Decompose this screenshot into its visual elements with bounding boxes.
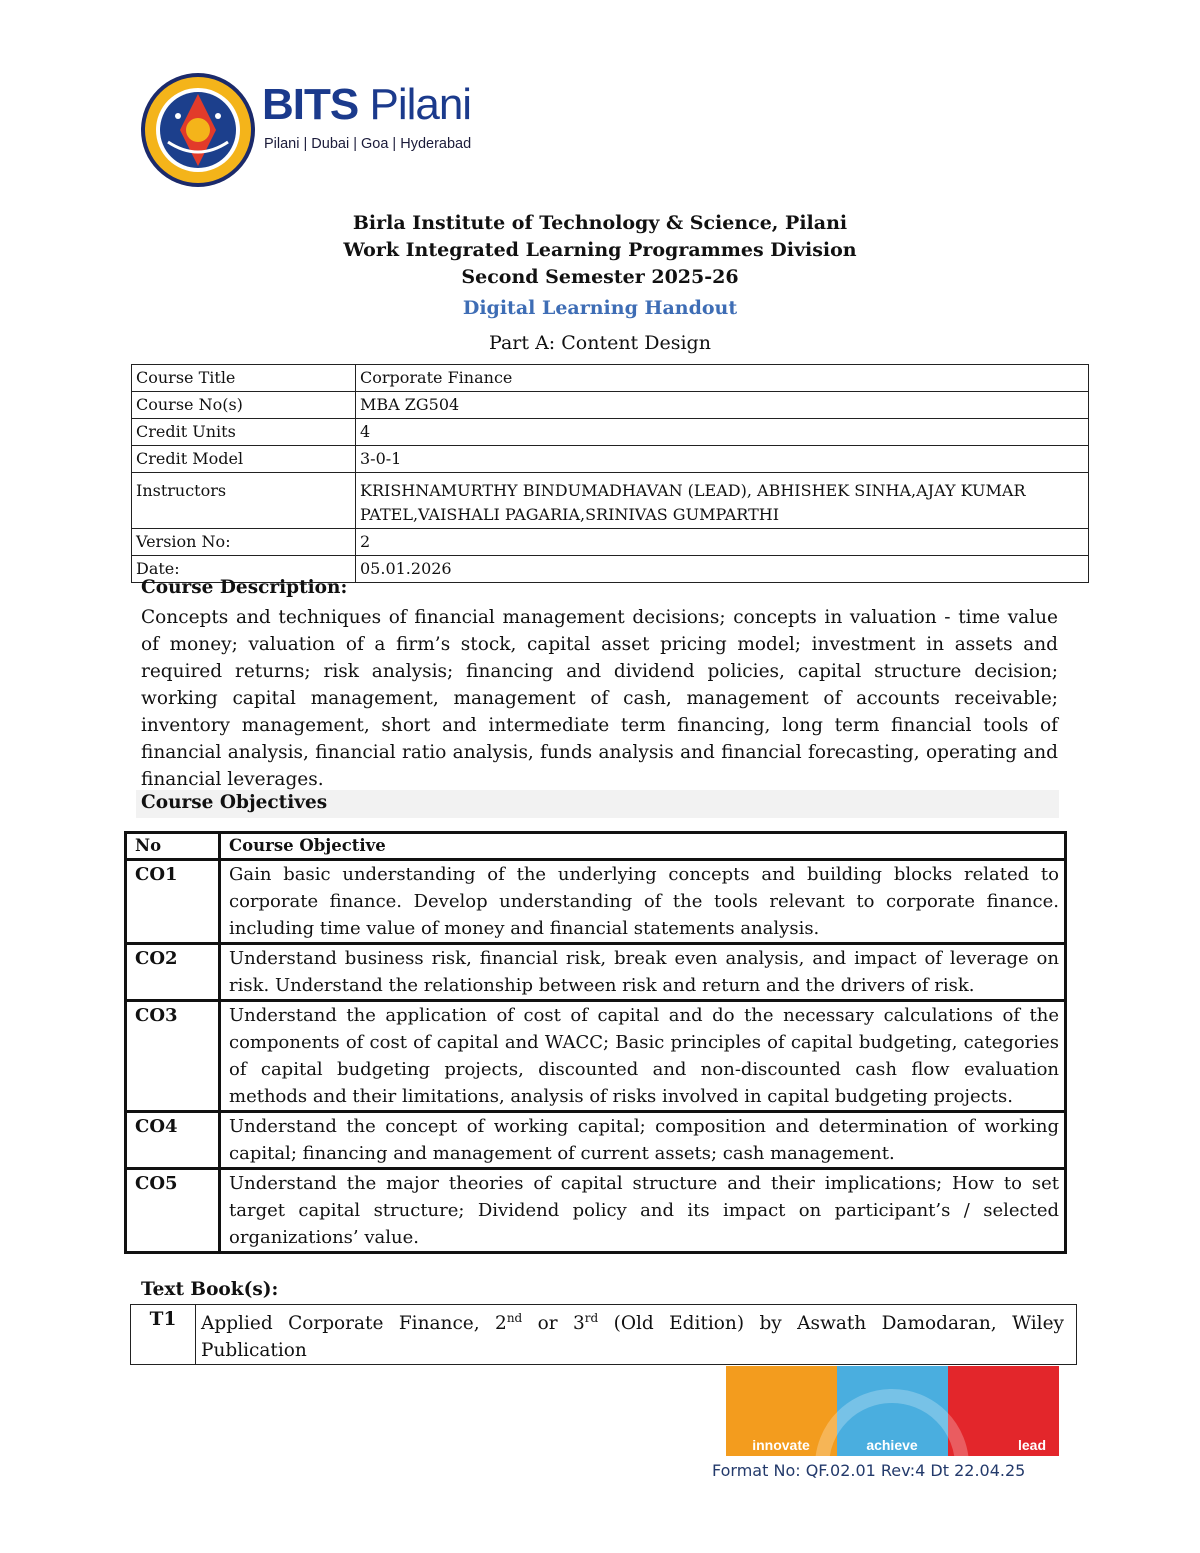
banner-graphic [726,1366,1059,1456]
textbook-citation-part: rd [584,1311,599,1325]
course-info-row [132,446,1089,473]
course-info-label: Version No: [132,529,356,556]
course-description-title: Course Description: [141,577,348,598]
institute-name: Birla Institute of Technology & Science, Pilani [352,212,848,234]
course-info-label: Date: [132,556,356,583]
logo-title: BITS Pilani [262,80,472,129]
objective-id: CO4 [126,1112,220,1169]
course-info-table [131,364,1089,583]
semester: Second Semester 2025-26 [461,266,739,288]
objective-id: CO5 [126,1169,220,1253]
objective-text: Understand the concept of working capital; composition and determination of working capital; financing and management of current assets; cash management. [220,1112,1066,1169]
objectives-header-row [126,833,1066,860]
course-info-label: Course No(s) [132,392,356,419]
course-description-text: Concepts and techniques of financial management decisions; concepts in valuation - time value of money; valuation of a firm’s stock, capital asset pricing model; investment in assets and required returns; risk analysis; financing and dividend policies, capital structure decision; working capital management, management of cash, management of accounts receivable; inventory management, short and intermediate term financing, long term financial tools of financial analysis, financial ratio analysis, funds analysis and financial forecasting, operating and financial leverages. [141,607,1058,790]
course-info-value: KRISHNAMURTHY BINDUMADHAVAN (LEAD), ABHISHEK SINHA,AJAY KUMAR PATEL,VAISHALI PAGARIA,SRINIVAS GUMPARTHI [356,473,1089,529]
course-info-row [132,392,1089,419]
objective-row [126,1112,1066,1169]
textbook-citation-part: (Old Edition) by Aswath Damodaran, Wiley Publication [201,1313,1065,1362]
objective-text: Understand business risk, financial risk, break even analysis, and impact of leverage on risk. Understand the relationship between risk and return and the drivers of risk. [220,944,1066,1001]
format-number: Format No: QF.02.01 Rev:4 Dt 22.04.25 [712,1461,1026,1480]
textbook-citation-part: Applied Corporate Finance, 2 [201,1313,507,1335]
course-objectives-title: Course Objectives [141,792,328,813]
textbook-id: T1 [131,1305,196,1365]
objective-row [126,1169,1066,1253]
course-info-value: 05.01.2026 [356,556,1089,583]
course-info-label: Instructors [132,473,356,529]
course-info-label: Credit Model [132,446,356,473]
textbook-citation [196,1305,1077,1365]
objective-row [126,1001,1066,1112]
objective-id: CO2 [126,944,220,1001]
textbook-citation-part: nd [506,1311,523,1325]
banner-innovate: innovate [752,1437,810,1453]
banner-achieve: achieve [866,1437,918,1453]
col-objective-header: Course Objective [220,833,1066,860]
course-info-row [132,419,1089,446]
logo-campuses: Pilani | Dubai | Goa | Hyderabad [264,136,472,152]
objective-id: CO3 [126,1001,220,1112]
objective-row [126,944,1066,1001]
course-info-row [132,365,1089,392]
objective-text: Gain basic understanding of the underlying concepts and building blocks related to corporate finance. Develop understanding of the tools relevant to corporate finance. including time value of money and financial statements analysis. [220,860,1066,944]
course-info-row [132,473,1089,529]
objective-text: Understand the major theories of capital structure and their implications; How to set target capital structure; Dividend policy and its impact on participant’s / selected organizations’ value. [220,1169,1066,1253]
course-info-row [132,529,1089,556]
course-info-value: 3-0-1 [356,446,1089,473]
handout-title: Digital Learning Handout [462,297,738,319]
bits-seal-icon [138,70,258,190]
textbooks-table [130,1304,1077,1365]
objective-text: Understand the application of cost of capital and do the necessary calculations of the components of cost of capital and WACC; Basic principles of capital budgeting, categories of capital budgeting projects, discounted and non-discounted cash flow evaluation methods and their limitations, analysis of risks involved in capital budgeting projects. [220,1001,1066,1112]
objective-row [126,860,1066,944]
textbook-citation-part: or 3 [522,1313,585,1335]
col-no-header: No [126,833,220,860]
course-info-value: 4 [356,419,1089,446]
course-info-label: Course Title [132,365,356,392]
course-info-value: 2 [356,529,1089,556]
objectives-table [124,831,1067,1254]
textbook-row [131,1305,1077,1365]
objective-id: CO1 [126,860,220,944]
textbooks-title: Text Book(s): [141,1279,279,1300]
division-name: Work Integrated Learning Programmes Division [343,239,857,261]
course-info-value: Corporate Finance [356,365,1089,392]
banner-lead: lead [1017,1437,1047,1453]
course-info-label: Credit Units [132,419,356,446]
innovate-achieve-lead-banner [726,1366,1059,1456]
part-title: Part A: Content Design [489,332,711,354]
course-info-value: MBA ZG504 [356,392,1089,419]
